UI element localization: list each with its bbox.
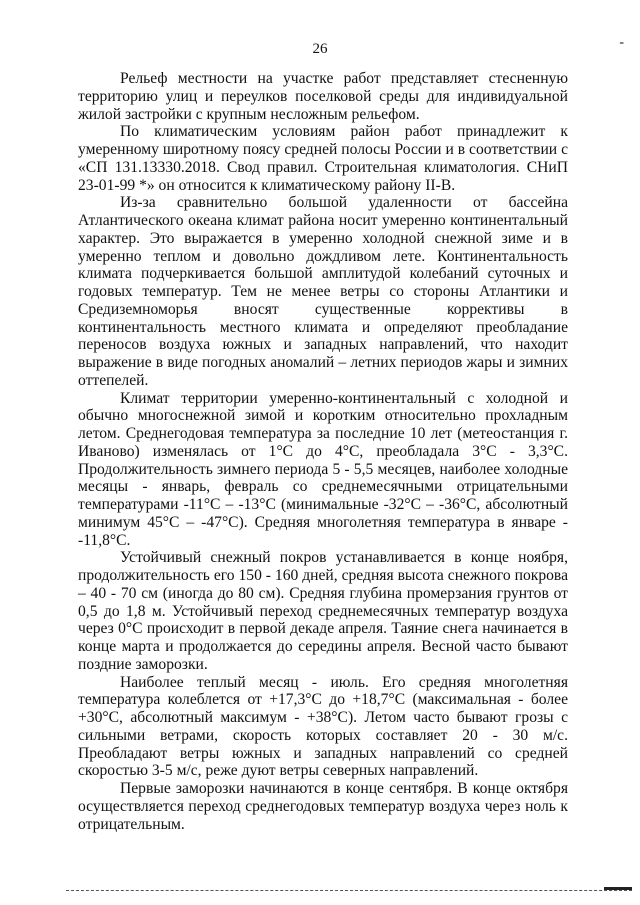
document-body	[78, 70, 568, 833]
page-corner-mark: -	[619, 35, 624, 50]
paragraph-summer: Наиболее теплый месяц - июль. Его средняя многолетняя температура колеблется от +17,3°С до +18,7°С (максимальная - более +30°С, абсолютный максимум - +38°С). Летом часто бывают грозы с сильными ветрами, скорость которых составляет 20 - 30 м/с. Преобладают ветры южных и западных направлений со средней скоростью 3-5 м/с, реже дуют ветры северных направлений.	[78, 673, 568, 780]
paragraph-climate-zone: По климатическим условиям район работ принадлежит к умеренному широтному поясу средней полосы России и в соответствии с «СП 131.13330.2018. Свод правил. Строительная климатология. СНиП 23-01-99 *» он относится к климатическому району II-B.	[78, 123, 568, 194]
bottom-divider	[66, 890, 632, 891]
page-number: 26	[312, 41, 328, 57]
paragraph-snow-cover: Устойчивый снежный покров устанавливается в конце ноября, продолжительность его 150 - 160 дней, средняя высота снежного покрова – 40 - 70 см (иногда до 80 см). Средняя глубина промерзания грунтов от 0,5 до 1,8 м. Устойчивый переход среднемесячных температур воздуха через 0°С происходит в первой декаде апреля. Таяние снега начинается в конце марта и продолжается до середины апреля. Весной часто бывают поздние заморозки.	[78, 549, 568, 673]
paragraph-continentality: Из-за сравнительно большой удаленности от бассейна Атлантического океана климат района носит умеренно континентальный характер. Это выражается в умеренно холодной снежной зиме и в умеренно теплом и довольно дождливом лете. Континентальность климата подчеркивается большой амплитудой колебаний суточных и годовых температур. Тем не менее ветры со стороны Атлантики и Средиземноморья вносят существенные коррективы в континентальность местного климата и определяют преобладание переносов воздуха южных и западных направлений, что находит выражение в виде погодных аномалий – летних периодов жары и зимних оттепелей.	[78, 194, 568, 389]
paragraph-temperature: Климат территории умеренно-континентальный с холодной и обычно многоснежной зимой и коротким относительно прохладным летом. Среднегодовая температура за последние 10 лет (метеостанция г. Иваново) изменялась от 1°С до 4°С, преобладала 3°С - 3,3°С. Продолжительность зимнего периода 5 - 5,5 месяцев, наиболее холодные месяцы - январь, февраль со среднемесячными отрицательными температурами -11°С – -13°С (минимальные -32°С – -36°С, абсолютный минимум 45°С – -47°С). Средняя многолетняя температура в январе - -11,8°С.	[78, 389, 568, 549]
paragraph-relief: Рельеф местности на участке работ представляет стесненную территорию улиц и переулков поселковой среды для индивидуальной жилой застройки с крупным несложным рельефом.	[78, 70, 568, 123]
bottom-divider-end	[604, 887, 632, 890]
paragraph-first-frosts: Первые заморозки начинаются в конце сентября. В конце октября осуществляется переход среднегодовых температур воздуха через ноль к отрицательным.	[78, 780, 568, 833]
